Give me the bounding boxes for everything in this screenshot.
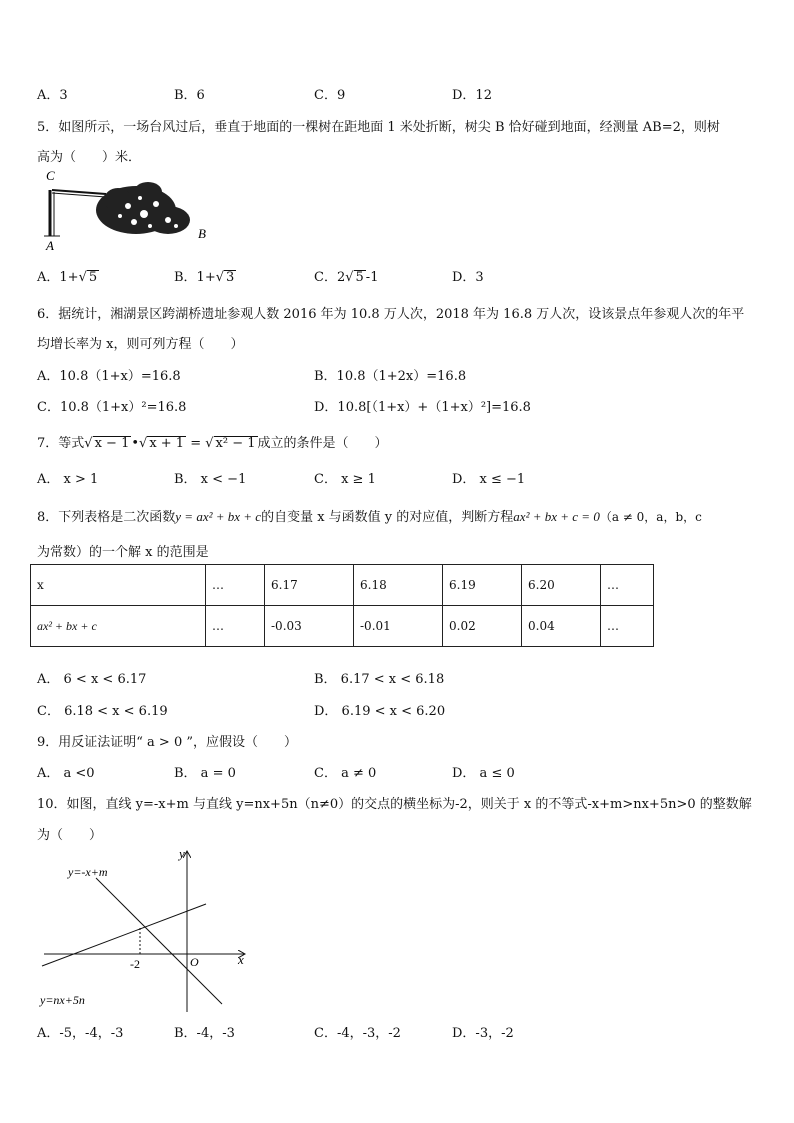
q10-stem-line1: 10．如图，直线 y=-x+m 与直线 y=nx+5n（n≠0）的交点的横坐标为-2，则关于 x 的不等式-x+m>nx+5n>0 的整数解: [37, 797, 752, 812]
q7-option-b: B． x < −1: [174, 472, 247, 487]
q9-option-c: C． a ≠ 0: [314, 766, 377, 781]
q7-equals: =: [186, 436, 206, 451]
q10-option-b: B．-4，-3: [174, 1026, 235, 1041]
q7-prefix: 7．等式: [37, 436, 85, 451]
origin-label: O: [190, 955, 199, 969]
sqrt-icon: √: [215, 270, 225, 285]
table-cell: …: [206, 606, 265, 647]
q10-option-a: A．-5，-4，-3: [37, 1026, 124, 1041]
q5-option-b-prefix: B．1+: [174, 270, 216, 285]
q8-option-d: D． 6.19 < x < 6.20: [314, 704, 446, 719]
table-cell: x: [31, 565, 206, 606]
q8-option-b: B． 6.17 < x < 6.18: [314, 672, 445, 687]
table-cell: 6.18: [354, 565, 443, 606]
table-cell: …: [206, 565, 265, 606]
q5-option-b: [174, 266, 236, 285]
q10-option-c: C．-4，-3，-2: [314, 1026, 401, 1041]
q6-option-b: B．10.8（1+2x）=16.8: [314, 369, 467, 384]
q4-option-c: C．9: [314, 88, 346, 103]
q6-option-a: A．10.8（1+x）=16.8: [37, 369, 181, 384]
line-label-y-nx-plus-5n: y=nx+5n: [40, 993, 85, 1007]
q5-option-d: D．3: [452, 270, 484, 285]
q7-option-a: A． x > 1: [37, 472, 99, 487]
q5-option-b-radicand: 3: [226, 270, 235, 285]
q5-label-c: C: [46, 168, 55, 183]
q8-option-c: C． 6.18 < x < 6.19: [37, 704, 168, 719]
sqrt-icon: √: [78, 270, 87, 285]
table-cell: ax² + bx + c: [31, 606, 206, 647]
q6-stem-line1: 6．据统计，湘湖景区跨湖桥遗址参观人数 2016 年为 10.8 万人次，2018 年为 16.8 万人次，设该景点年参观人次的年平: [37, 307, 745, 322]
q5-label-a: A: [46, 238, 54, 252]
table-row: [31, 606, 654, 647]
table-cell: 6.19: [443, 565, 522, 606]
q9-option-d: D． a ≤ 0: [452, 766, 515, 781]
table-row: [31, 565, 654, 606]
q7-radical-1: x − 1: [94, 436, 130, 451]
q7-radical-2: x + 1: [149, 436, 185, 451]
q5-option-a-radicand: 5: [88, 270, 98, 285]
tick-label-neg2: -2: [130, 957, 140, 971]
q6-stem-line2: 均增长率为 x，则可列方程（ ）: [37, 337, 244, 352]
q10-stem-line2: 为（ ）: [37, 828, 103, 843]
q5-option-c-prefix: C．2: [314, 270, 346, 285]
q7-option-c: C． x ≥ 1: [314, 472, 376, 487]
sqrt-icon: √: [345, 270, 354, 285]
q5-option-c-radicand: 5: [355, 270, 364, 285]
q5-label-b: B: [198, 226, 206, 241]
q7-stem: [37, 432, 388, 451]
q9-option-b: B． a = 0: [174, 766, 236, 781]
table-cell: 6.20: [522, 565, 601, 606]
table-cell: -0.03: [265, 606, 354, 647]
q9-option-a: A． a <0: [37, 766, 95, 781]
sqrt-icon: √: [205, 436, 214, 451]
q5-option-a-prefix: A．1+: [37, 270, 79, 285]
q9-stem: 9．用反证法证明“ a > 0 ”，应假设（ ）: [37, 735, 298, 750]
q7-option-d: D． x ≤ −1: [452, 472, 526, 487]
line-y-neg-x-plus-m: [96, 878, 222, 1004]
q8-stem-part2: 的自变量 x 与函数值 y 的对应值，判断方程: [261, 510, 514, 525]
y-axis-label: y: [179, 846, 185, 861]
q8-stem-line2: 为常数）的一个解 x 的范围是: [37, 545, 209, 560]
q7-suffix: 成立的条件是（ ）: [257, 436, 388, 451]
q8-equation: ax² + bx + c = 0: [513, 509, 600, 524]
table-cell: 0.04: [522, 606, 601, 647]
q5-option-a: [37, 266, 99, 285]
q4-option-b: B．6: [174, 88, 205, 103]
q6-option-d: D．10.8[（1+x）+（1+x）²]=16.8: [314, 400, 531, 415]
q8-option-a: A． 6 < x < 6.17: [37, 672, 147, 687]
q5-broken-tree-figure: [36, 164, 206, 252]
q4-option-d: D．12: [452, 88, 492, 103]
table-cell: 0.02: [443, 606, 522, 647]
q7-radical-3: x² − 1: [215, 436, 256, 451]
q7-dot: •: [131, 436, 140, 451]
x-axis-label: x: [238, 952, 244, 967]
q5-stem-line2: 高为（ ）米．: [37, 150, 142, 165]
q5-stem-line1: 5．如图所示，一场台风过后，垂直于地面的一棵树在距地面 1 米处折断，树尖 B 恰好碰到地面，经测量 AB=2，则树: [37, 120, 720, 135]
q8-values-table: [30, 564, 654, 647]
q6-option-c: C．10.8（1+x）²=16.8: [37, 400, 187, 415]
table-cell: -0.01: [354, 606, 443, 647]
table-cell: …: [601, 606, 654, 647]
q8-condition: （a ≠ 0，a，b，c: [599, 510, 702, 524]
sqrt-icon: √: [84, 436, 93, 451]
q4-option-a: A．3: [37, 88, 68, 103]
line-label-y-neg-x-plus-m: y=-x+m: [68, 865, 108, 879]
q10-lines-graph: [36, 842, 256, 1014]
line-y-nx-plus-5n: [42, 904, 206, 966]
q5-option-c: [314, 266, 378, 285]
table-cell: …: [601, 565, 654, 606]
q8-stem-part1: 8．下列表格是二次函数: [37, 510, 176, 525]
q8-stem-line1: [37, 506, 702, 525]
sqrt-icon: √: [139, 436, 148, 451]
q8-function: y = ax² + bx + c: [175, 509, 262, 524]
q5-option-c-suffix: -1: [365, 270, 379, 285]
q10-option-d: D．-3，-2: [452, 1026, 514, 1041]
table-cell: 6.17: [265, 565, 354, 606]
